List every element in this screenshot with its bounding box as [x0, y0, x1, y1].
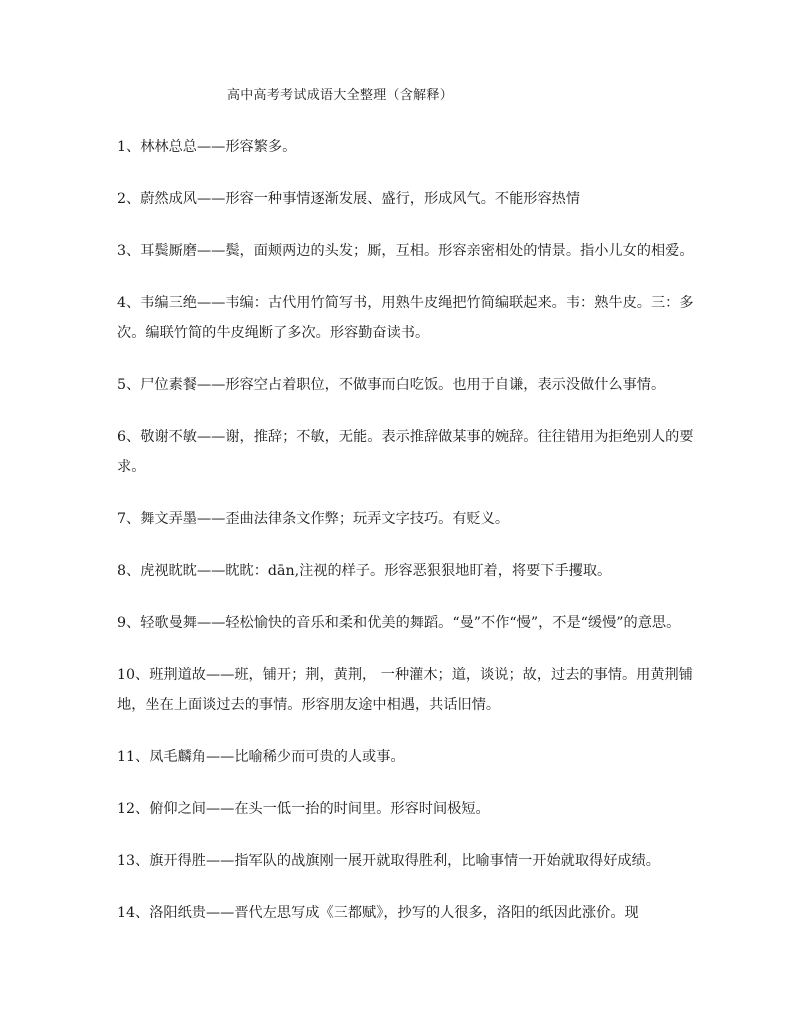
- idiom-entry-11: 11、凤毛麟角——比喻稀少而可贵的人或事。: [117, 749, 405, 765]
- idiom-entry-7: 7、舞文弄墨——歪曲法律条文作弊；玩弄文字技巧。有贬义。: [117, 511, 510, 527]
- idiom-entry-4: 4、韦编三绝——韦编：古代用竹简写书，用熟牛皮绳把竹简编联起来。韦：熟牛皮。三：多次。编联竹简的牛皮绳断了多次。形容勤奋读书。: [117, 295, 694, 341]
- idiom-entry-1: 1、林林总总——形容繁多。: [117, 139, 297, 155]
- idiom-entry-6: 6、敬谢不敏——谢，推辞；不敏，无能。表示推辞做某事的婉辞。往往错用为拒绝别人的要求。: [117, 429, 694, 475]
- idiom-entry-14: 14、洛阳纸贵——晋代左思写成《三都赋》，抄写的人很多，洛阳的纸因此涨价。现: [117, 905, 639, 921]
- idiom-entry-5: 5、尸位素餐——形容空占着职位，不做事而白吃饭。也用于自谦，表示没做什么事情。: [117, 377, 666, 393]
- idiom-entry-8: 8、虎视眈眈——眈眈：dān,注视的样子。形容恶狠狠地盯着，将要下手攫取。: [117, 563, 612, 579]
- document-title: 高中高考考试成语大全整理（含解释）: [226, 88, 454, 103]
- idiom-entry-13: 13、旗开得胜——指军队的战旗刚一展开就取得胜利，比喻事情一开始就取得好成绩。: [117, 853, 660, 869]
- idiom-entry-2: 2、蔚然成风——形容一种事情逐渐发展、盛行，形成风气。不能形容热情: [117, 191, 581, 207]
- idiom-entry-9: 9、轻歌曼舞——轻松愉快的音乐和柔和优美的舞蹈。“曼”不作“慢”，不是“缓慢”的意思。: [117, 615, 681, 631]
- idiom-entry-12: 12、俯仰之间——在头一低一抬的时间里。形容时间极短。: [117, 801, 490, 817]
- idiom-entry-10: 10、班荆道故——班，铺开；荆，黄荆， 一种灌木；道，谈说；故，过去的事情。用黄荆铺地，坐在上面谈过去的事情。形容朋友途中相遇，共话旧情。: [117, 667, 693, 713]
- idiom-list: [117, 132, 717, 950]
- idiom-entry-3: 3、耳鬓厮磨——鬓，面颊两边的头发；厮，互相。形容亲密相处的情景。指小儿女的相爱。: [117, 243, 694, 259]
